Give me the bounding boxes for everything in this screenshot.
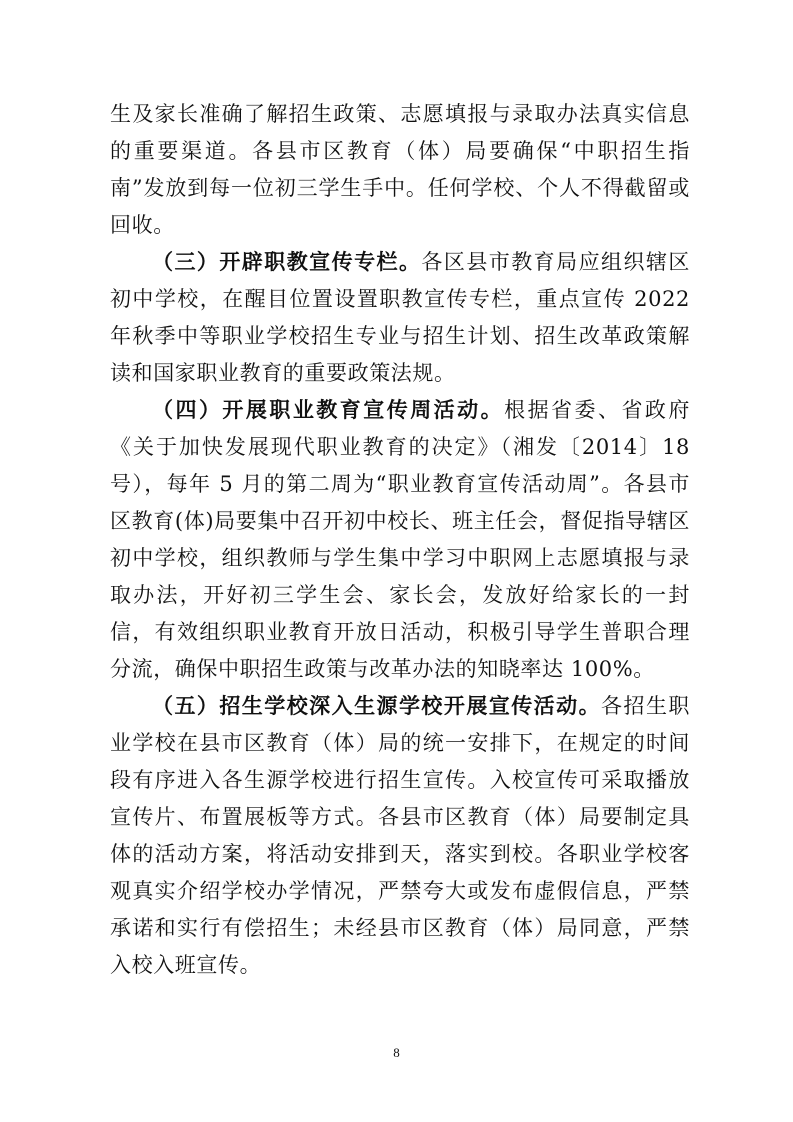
section-heading: （三）开辟职教宣传专栏。: [152, 250, 422, 274]
paragraph-text: 根据省委、省政府《关于加快发展现代职业教育的决定》（湘发〔2014〕18 号），每年 5 月的第二周为“职业教育宣传活动周”。各县市区教育(体)局要集中召开初中校长、班主任会，督促指导辖区初中学校，组织教师与学生集中学习中职网上志愿填报与录取办法，开好初三学生会、家长会，发放好给家长的一封信，有效组织职业教育开放日活动，积极引导学生普职合理分流，确保中职招生政策与改革办法的知晓率达 100%。: [110, 398, 690, 681]
paragraph-section-5: [110, 688, 690, 984]
paragraph-text: 生及家长准确了解招生政策、志愿填报与录取办法真实信息的重要渠道。各县市区教育（体）局要确保“中职招生指南”发放到每一位初三学生手中。任何学校、个人不得截留或回收。: [110, 102, 690, 237]
section-heading: （四）开展职业教育宣传周活动。: [152, 398, 505, 422]
paragraph-text: 各区县市教育局应组织辖区初中学校，在醒目位置设置职教宣传专栏，重点宣传 2022 年秋季中等职业学校招生专业与招生计划、招生改革政策解读和国家职业教育的重要政策法规。: [110, 250, 690, 385]
section-heading: （五）招生学校深入生源学校开展宣传活动。: [152, 694, 602, 718]
page-body: [110, 96, 690, 984]
paragraph-section-4: [110, 392, 690, 688]
paragraph-continuation: [110, 96, 690, 244]
paragraph-text: 各招生职业学校在县市区教育（体）局的统一安排下，在规定的时间段有序进入各生源学校进行招生宣传。入校宣传可采取播放宣传片、布置展板等方式。各县市区教育（体）局要制定具体的活动方案，将活动安排到天，落实到校。各职业学校客观真实介绍学校办学情况，严禁夸大或发布虚假信息，严禁承诺和实行有偿招生；未经县市区教育（体）局同意，严禁入校入班宣传。: [110, 694, 691, 977]
page-number: 8: [393, 1045, 400, 1060]
paragraph-section-3: [110, 244, 690, 392]
